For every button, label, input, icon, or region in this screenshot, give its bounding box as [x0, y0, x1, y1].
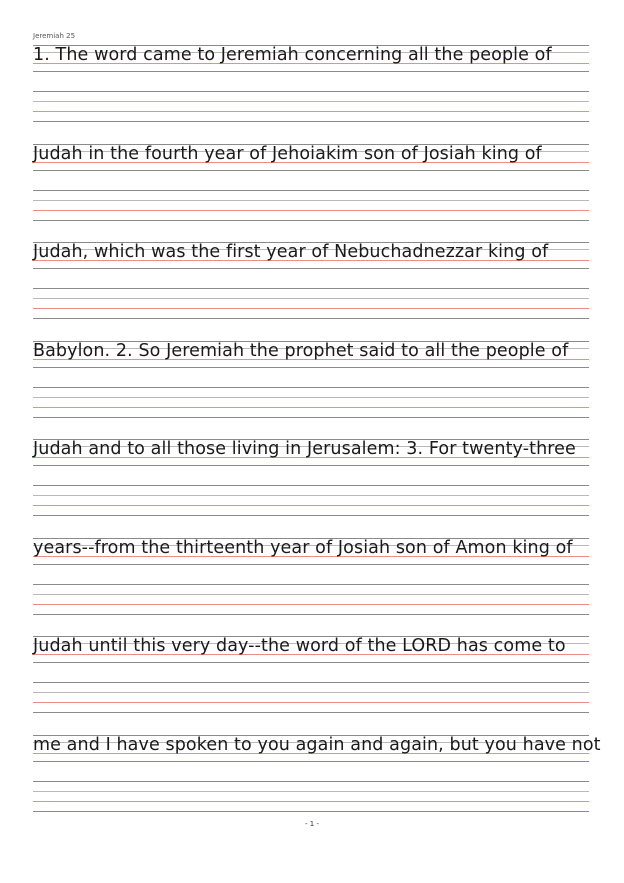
guide-rule: [33, 702, 589, 703]
guide-rule: [33, 308, 589, 309]
practice-line-block: [33, 341, 589, 421]
verse-text-line: Judah until this very day--the word of the LORD has come to: [33, 636, 566, 656]
guide-rule: [33, 210, 589, 211]
guide-rule: [33, 801, 589, 802]
guide-rule: [33, 811, 589, 812]
guide-rule: [33, 604, 589, 605]
guide-rule: [33, 387, 589, 388]
guide-rule: [33, 505, 589, 506]
guide-rule: [33, 170, 589, 171]
guide-rule: [33, 268, 589, 269]
verse-text-line: 1. The word came to Jeremiah concerning all the people of: [33, 45, 552, 65]
practice-line-block: [33, 242, 589, 322]
guide-rule: [33, 495, 589, 496]
guide-rule: [33, 662, 589, 663]
verse-text-line: Judah, which was the first year of Nebuchadnezzar king of: [33, 242, 549, 262]
practice-line-block: [33, 45, 589, 125]
guide-rule: [33, 692, 589, 693]
guide-rule: [33, 101, 589, 102]
guide-rule: [33, 407, 589, 408]
verse-text-line: Judah in the fourth year of Jehoiakim son of Josiah king of: [33, 144, 542, 164]
guide-rule: [33, 417, 589, 418]
practice-line-block: [33, 538, 589, 618]
guide-rule: [33, 712, 589, 713]
practice-line-block: [33, 439, 589, 519]
guide-rule: [33, 584, 589, 585]
guide-rule: [33, 190, 589, 191]
verse-text-line: Judah and to all those living in Jerusalem: 3. For twenty-three: [33, 439, 576, 459]
guide-rule: [33, 594, 589, 595]
page-header: Jeremiah 25: [33, 32, 76, 40]
guide-rule: [33, 220, 589, 221]
guide-rule: [33, 465, 589, 466]
verse-text-line: me and I have spoken to you again and again, but you have not: [33, 735, 601, 755]
guide-rule: [33, 397, 589, 398]
guide-rule: [33, 367, 589, 368]
guide-rule: [33, 318, 589, 319]
page-number: - 1 -: [305, 820, 319, 828]
verse-text-line: Babylon. 2. So Jeremiah the prophet said to all the people of: [33, 341, 569, 361]
practice-line-block: [33, 144, 589, 224]
guide-rule: [33, 485, 589, 486]
guide-rule: [33, 614, 589, 615]
practice-line-block: [33, 735, 601, 815]
guide-rule: [33, 200, 589, 201]
guide-rule: [33, 791, 589, 792]
guide-rule: [33, 121, 589, 122]
guide-rule: [33, 288, 589, 289]
verse-text-line: years--from the thirteenth year of Josiah son of Amon king of: [33, 538, 573, 558]
guide-rule: [33, 111, 589, 112]
guide-rule: [33, 682, 589, 683]
practice-line-block: [33, 636, 589, 716]
guide-rule: [33, 564, 589, 565]
guide-rule: [33, 91, 589, 92]
guide-rule: [33, 515, 589, 516]
guide-rule: [33, 71, 589, 72]
guide-rule: [33, 761, 589, 762]
guide-rule: [33, 298, 589, 299]
guide-rule: [33, 781, 589, 782]
